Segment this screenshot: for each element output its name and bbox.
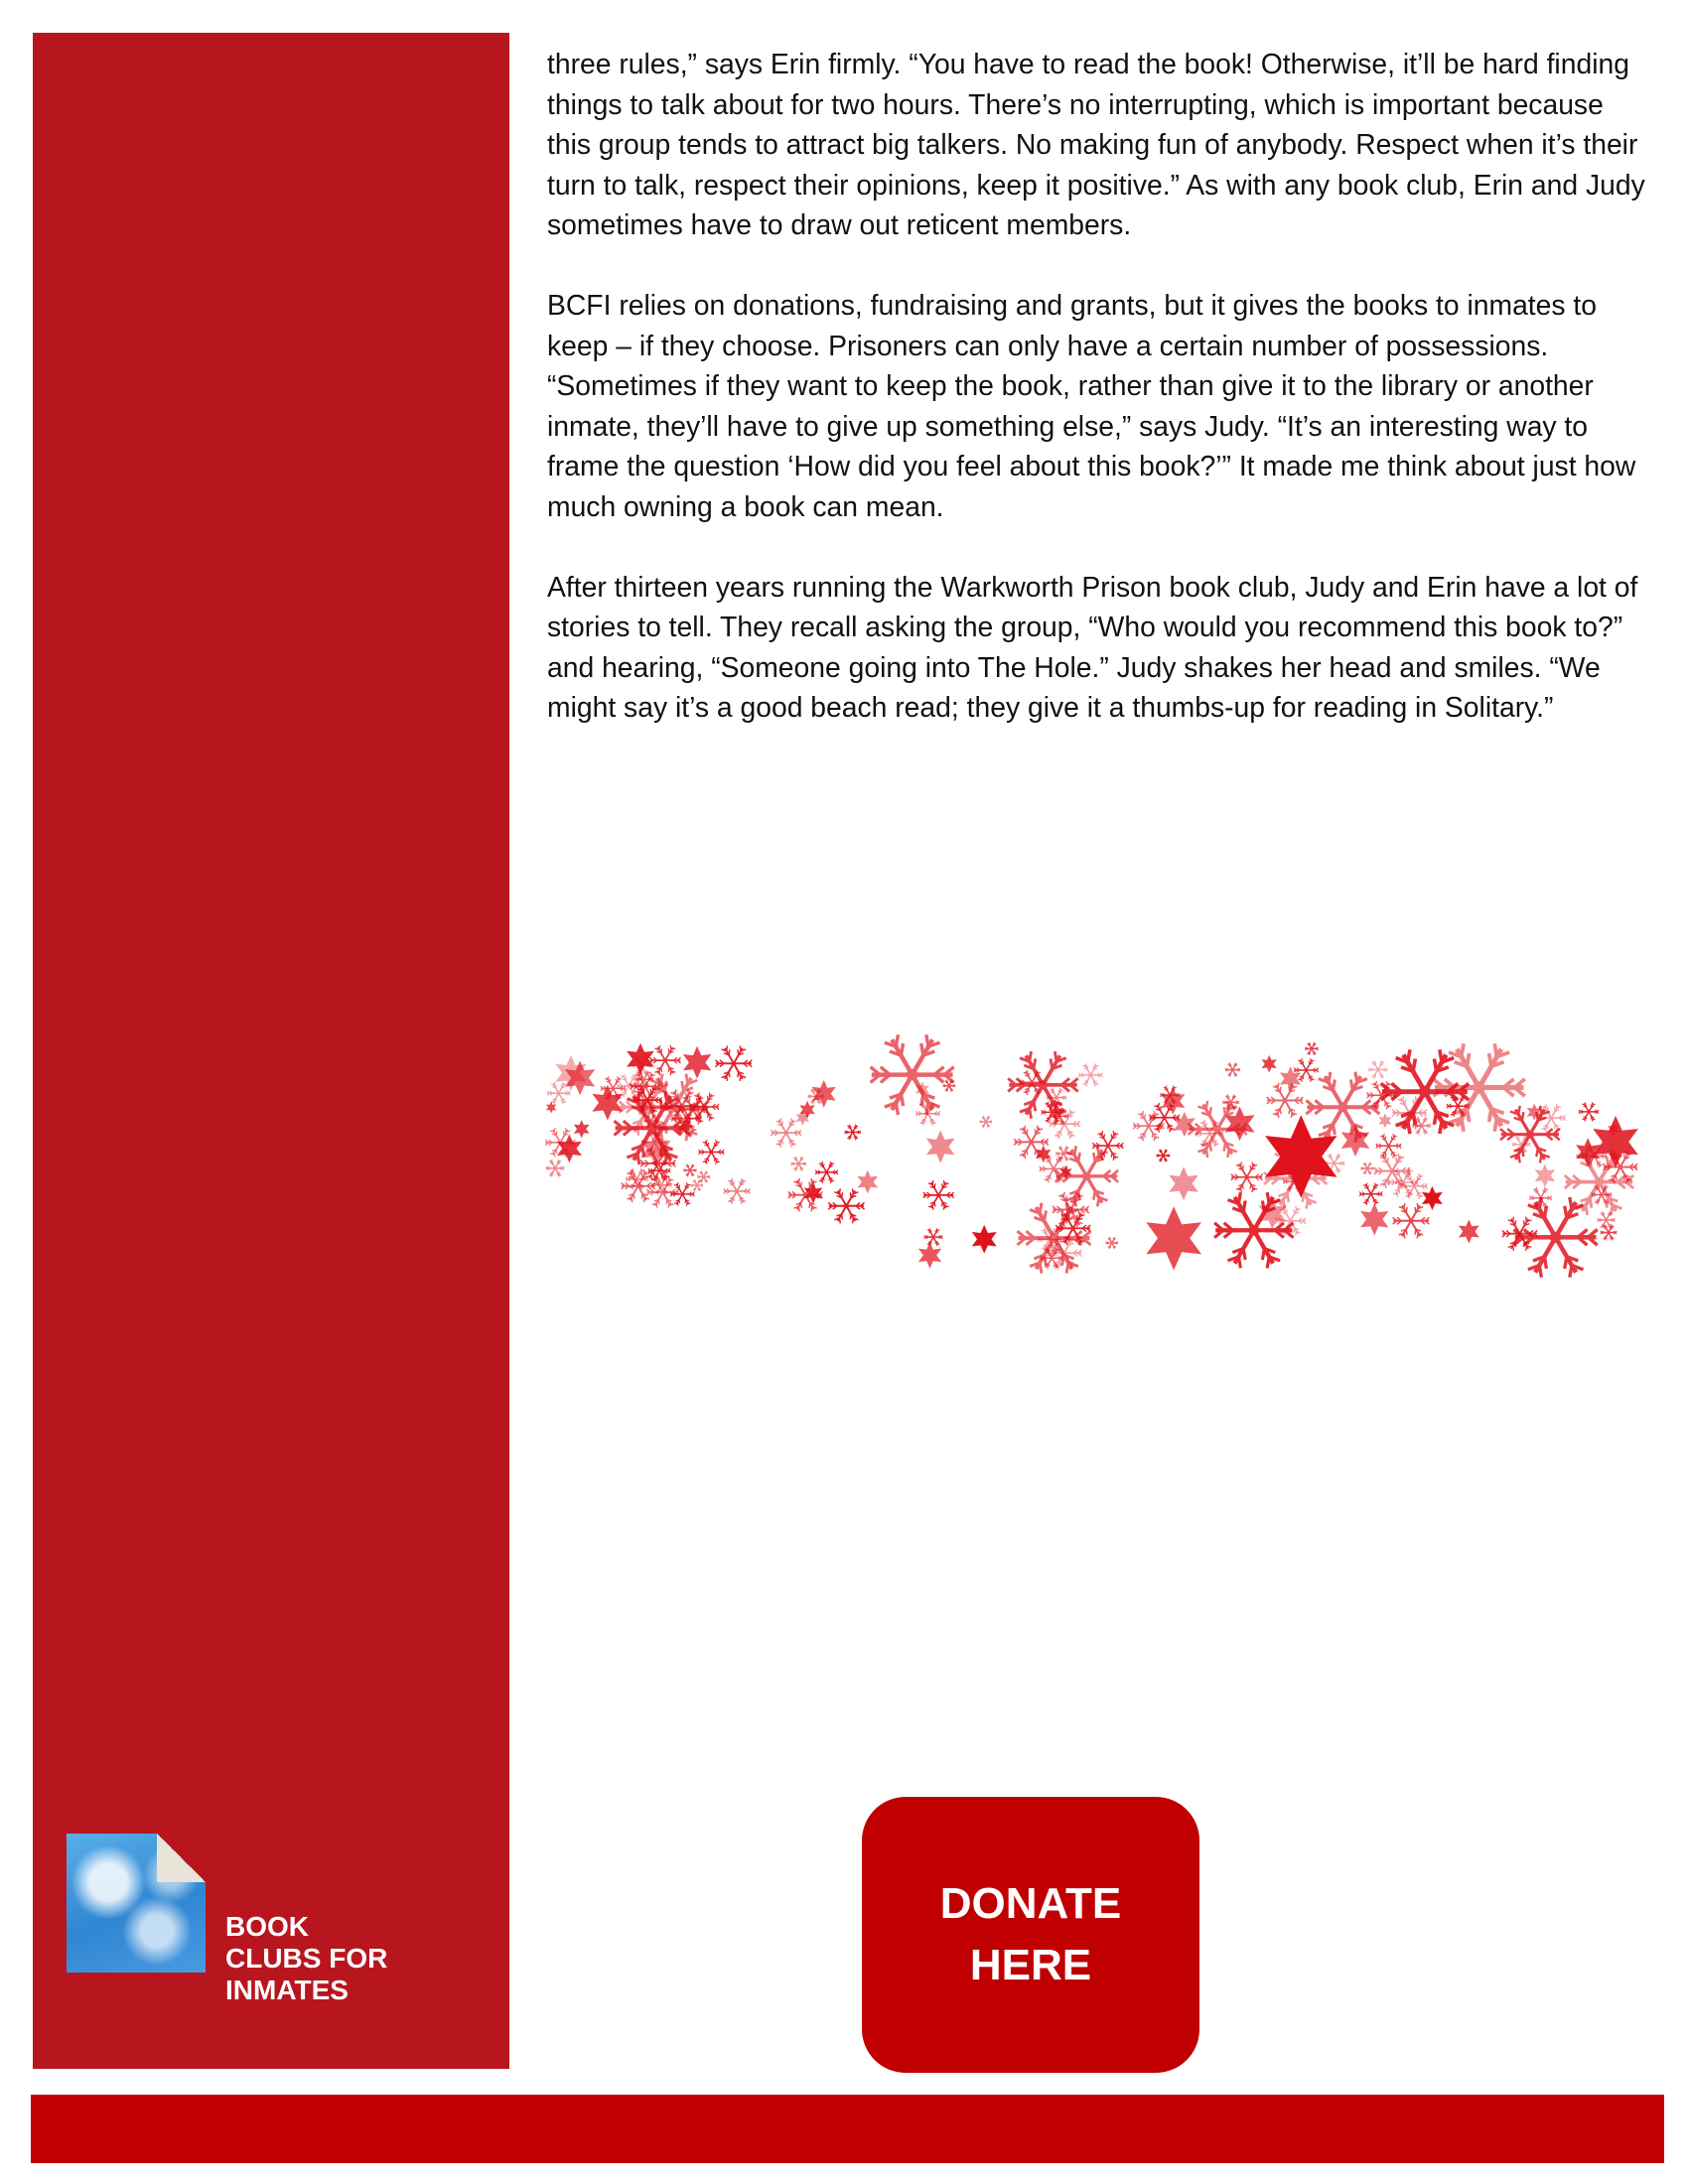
logo-text (225, 1911, 387, 2006)
logo-line-3: INMATES (225, 1975, 349, 2005)
snowflake-icon (1055, 1146, 1071, 1160)
snowflake-icon (1146, 1206, 1201, 1270)
snowflake-icon (1306, 1072, 1379, 1143)
snowflake-icon (1379, 1113, 1392, 1128)
snowflake-icon (557, 1135, 582, 1163)
logo-line-1: BOOK (225, 1911, 309, 1942)
snowflake-icon (1294, 1058, 1319, 1082)
snowflake-icon (1078, 1063, 1102, 1086)
snowflake-icon (622, 1169, 655, 1202)
snowflake-icon (1422, 1186, 1443, 1210)
snowflake-icon (1262, 1055, 1277, 1073)
snowflake-icon (972, 1225, 997, 1254)
snowflake-icon (1231, 1162, 1263, 1193)
snowflake-icon (715, 1046, 752, 1081)
snowflake-icon (546, 1160, 565, 1177)
article-paragraph: BCFI relies on donations, fundraising and grants, but it gives the books to inmates to keep – if they choose. Prisoners can only have a certain number of possessions. “Sometimes if they want to keep the book, rather than give it to the library or another inmate, they’ll have to give up something else,” says Judy. “It’s an interesting way to frame the question ‘How did you feel about this book?’” It made me think about just how much owning a book can mean. (547, 289, 1636, 522)
snowflake-icon (1305, 1042, 1319, 1055)
snowflake-icon (1360, 1203, 1388, 1236)
snowflake-icon (926, 1131, 955, 1163)
logo-page-fold (157, 1834, 206, 1882)
article-paragraph: After thirteen years running the Warkworth Prison book club, Judy and Erin have a lot of stories to tell. They recall asking the group, “Who would you recommend this book to?” and hearing, “Someone going into The Hole.” Judy shakes her head and smiles. “We might say it’s a good beach read; they give it a thumbs-up for reading in Solitary.” (547, 570, 1638, 723)
snowflake-icon (592, 1085, 623, 1121)
snowflake-icon (627, 1043, 654, 1075)
snowflake-icon (698, 1140, 724, 1164)
snowflake-icon (1225, 1062, 1240, 1076)
article-paragraph: three rules,” says Erin firmly. “You have to read the book! Otherwise, it’ll be hard finding things to talk about for two hours. There’s no interrupting, which is important because this group tends to attract big talkers. No making fun of anybody. Respect when it’s their turn to talk, respect their opinions, keep it positive.” As with any book club, Erin and Judy sometimes have to draw out reticent members. (547, 48, 1645, 240)
snowflake-icon (1359, 1183, 1382, 1205)
snowflake-icon (1376, 1134, 1402, 1159)
sidebar-panel (33, 33, 509, 2069)
snowflake-icon (724, 1178, 751, 1204)
snowflake-icon (980, 1116, 993, 1128)
snowflake-icon (1579, 1102, 1599, 1121)
snowflake-icon (574, 1120, 590, 1138)
snowflake-icon (683, 1164, 696, 1177)
donate-label-line-2: HERE (969, 1941, 1092, 1989)
snowflake-icon (1535, 1163, 1555, 1187)
snowflake-icon (812, 1080, 836, 1108)
snowflake-icon (1053, 1192, 1089, 1227)
snowflake-icon (828, 1188, 864, 1223)
snowflake-icon (1106, 1237, 1119, 1249)
snowflake-icon (1393, 1203, 1430, 1238)
snowflake-icon (871, 1034, 954, 1115)
donate-label-line-1: DONATE (939, 1879, 1122, 1928)
snowflake-icon (845, 1125, 861, 1141)
snowflake-icon (815, 1161, 838, 1183)
snowflake-decoration (541, 978, 1653, 1474)
logo-line-2: CLUBS FOR (225, 1943, 388, 1974)
snowflake-icon (1459, 1220, 1479, 1244)
snowflake-icon (1008, 1051, 1077, 1119)
snowflake-icon (924, 1228, 943, 1246)
snowflake-icon (1341, 1124, 1370, 1157)
article-body (547, 44, 1649, 767)
snowflake-icon (1169, 1166, 1198, 1200)
snowflake-icon (1174, 1112, 1196, 1138)
footer-bar (31, 2095, 1664, 2163)
snowflake-icon (1368, 1060, 1387, 1079)
donate-button[interactable] (862, 1797, 1199, 2073)
snowflake-icon (1157, 1150, 1171, 1162)
bcfi-logo[interactable] (67, 1834, 404, 2005)
snowflake-icon (771, 1118, 801, 1147)
snowflake-icon (858, 1170, 879, 1194)
snowflake-icon (646, 1176, 679, 1207)
snowflake-icon (1361, 1162, 1374, 1174)
snowflake-icon (923, 1180, 954, 1210)
snowflake-icon (1267, 1083, 1304, 1118)
snowflake-icon (689, 1093, 719, 1122)
snowflake-icon (649, 1045, 680, 1075)
snowflake-icon (791, 1157, 806, 1171)
